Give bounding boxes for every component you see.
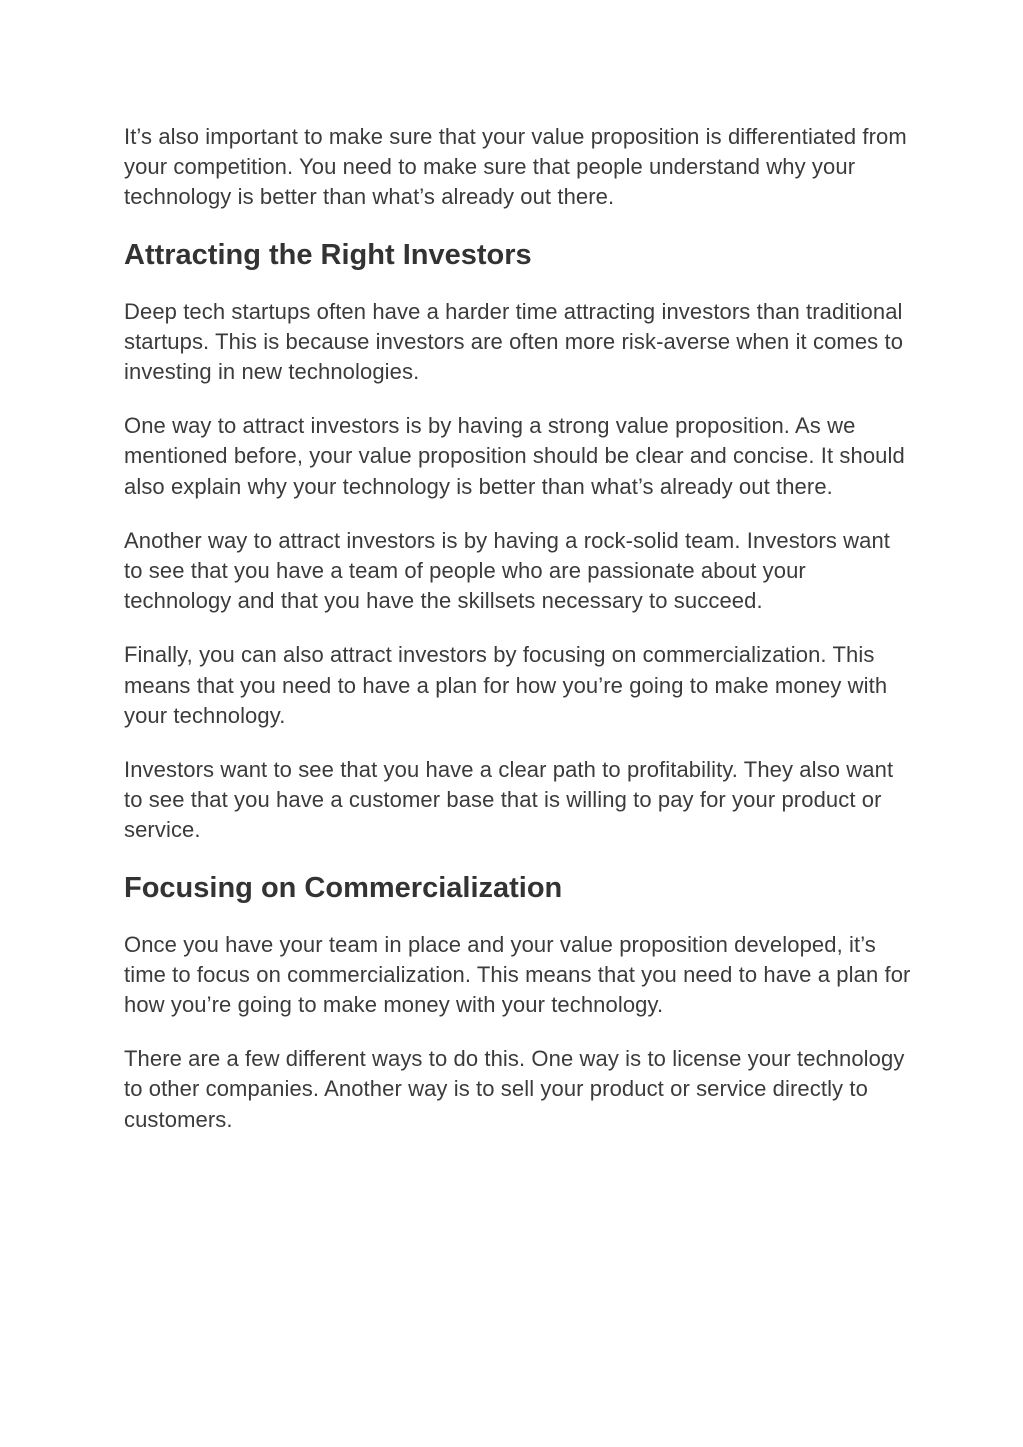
paragraph-deep-tech-investors: Deep tech startups often have a harder time attracting investors than traditional startups. This is because investors are often more risk-averse when it comes to investing in new technologies. <box>124 298 904 385</box>
paragraph-value-proposition: One way to attract investors is by having a strong value proposition. As we mentioned before, your value proposition should be clear and concise. It should also explain why your technology is better than what’s already out there. <box>124 413 905 499</box>
paragraph-team-in-place: Once you have your team in place and your value proposition developed, it’s time to focus on commercialization. This means that you need to have a plan for how you’re going to make money with your technology. <box>124 931 911 1018</box>
paragraph-profitability: Investors want to see that you have a clear path to profitability. They also want to see that you have a customer base that is willing to pay for your product or service. <box>124 757 894 843</box>
paragraph-ways-to-commercialize: There are a few different ways to do this. One way is to license your technology to other companies. Another way is to sell your product or service directly to customers. <box>124 1046 905 1132</box>
heading-attracting-investors: Attracting the Right Investors <box>124 238 532 271</box>
paragraph-commercialization-focus: Finally, you can also attract investors by focusing on commercialization. This means that you need to have a plan for how you’re going to make money with your technology. <box>124 642 888 728</box>
heading-focusing-commercialization: Focusing on Commercialization <box>124 871 563 904</box>
paragraph-rock-solid-team: Another way to attract investors is by having a rock-solid team. Investors want to see that you have a team of people who are passionate about your technology and that you have the skillsets necessary to succeed. <box>124 527 891 614</box>
document-page <box>124 122 914 1159</box>
paragraph-differentiation: It’s also important to make sure that your value proposition is differentiated from your competition. You need to make sure that people understand why your technology is better than what’s already out there. <box>124 124 907 210</box>
